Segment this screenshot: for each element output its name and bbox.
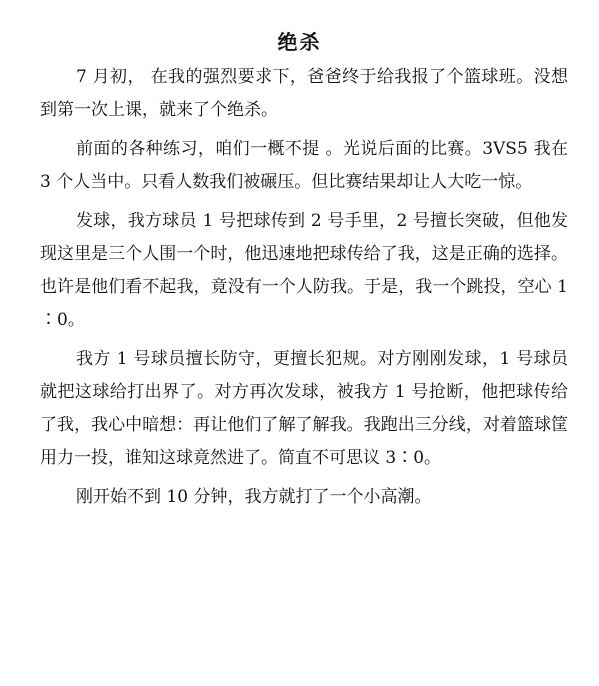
paragraph-3: 发球，我方球员 1 号把球传到 2 号手里，2 号擅长突破，但他发现这里是三个人围一个时，他迅速地把球传给了我，这是正确的选择。也许是他们看不起我，竟没有一个人防我。于是，我一个跳投，空心 1∶0。 bbox=[40, 211, 568, 330]
paragraph-1: 7 月初， 在我的强烈要求下，爸爸终于给我报了个篮球班。没想到第一次上课，就来了个绝杀。 bbox=[40, 67, 568, 120]
document-title: 绝杀 bbox=[277, 30, 322, 54]
paragraph-4: 我方 1 号球员擅长防守，更擅长犯规。对方刚刚发球，1 号球员就把这球给打出界了。对方再次发球，被我方 1 号抢断，他把球传给了我，我心中暗想：再让他们了解了解我。我跑出三分线，对着篮球筐用力一投，谁知这球竟然进了。简直不可思议 3∶0。 bbox=[40, 349, 568, 468]
paragraph-2: 前面的各种练习，咱们一概不提 。光说后面的比赛。3VS5 我在 3 个人当中。只看人数我们被碾压。但比赛结果却让人大吃一惊。 bbox=[40, 139, 568, 192]
paragraph-5: 刚开始不到 10 分钟，我方就打了一个小高潮。 bbox=[76, 487, 432, 507]
article-body bbox=[40, 61, 568, 520]
